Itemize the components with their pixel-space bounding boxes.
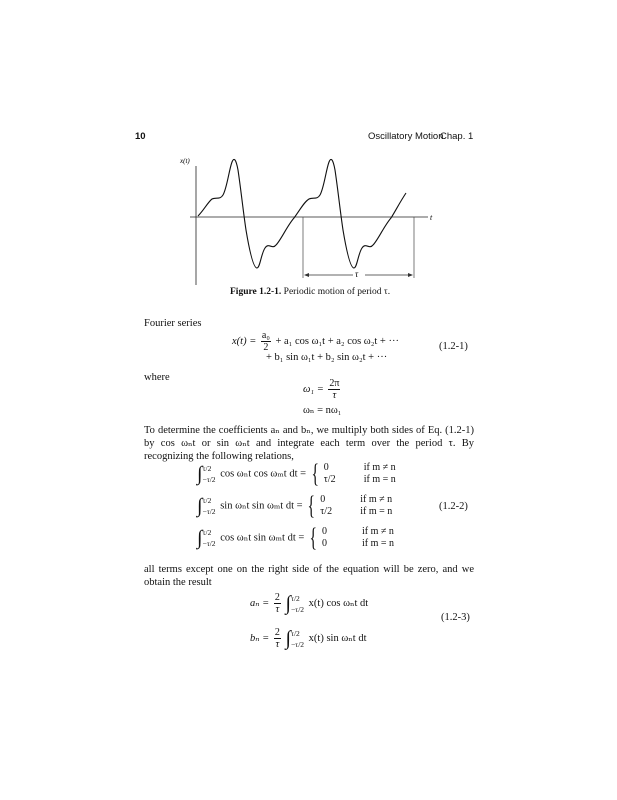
tau-denominator: τ: [332, 390, 337, 401]
rel2-upper-limit: τ/2: [202, 496, 212, 505]
rel1-case2-condition: if m = n: [363, 474, 396, 485]
relation-cos-cos: ∫ τ/2 −τ/2 cos ωₙt cos ωₘt dt = { 0 if m ≠ n τ/2 if m = n: [197, 459, 396, 488]
equation-an: aₙ = $\frac{2}{\tau}$ ∫ τ/2 −τ/2 x(t) cos ωₙt dt: [250, 592, 369, 615]
an-integrand: x(t) cos ωₙt dt: [308, 597, 369, 609]
periodic-motion-figure: [160, 150, 460, 290]
fourier-series-heading: Fourier series: [144, 318, 202, 329]
rel3-lower-limit: −τ/2: [202, 539, 216, 548]
bn-frac-num: 2: [274, 627, 280, 638]
bn-upper-limit: τ/2: [290, 628, 300, 638]
an-two-over-tau: [274, 592, 281, 615]
rel3-case2-value: 0: [322, 538, 328, 549]
rel2-lower-limit: −τ/2: [202, 507, 216, 516]
rel1-case2-value: τ/2: [323, 474, 336, 485]
paragraph-coefficients: To determine the coefficients aₙ and bₙ, we multiply both sides of Eq. (1.2-1) by cos ωₙt or sin ωₙt and integrate each term over the period τ. By recognizing the following relations,: [144, 425, 474, 462]
paragraph-result: all terms except one on the right side of the equation will be zero, and we obtain the result: [144, 564, 474, 588]
running-title: Oscillatory Motion: [368, 131, 444, 142]
rel2-case1-value: 0: [320, 494, 326, 505]
an-frac-num: 2: [274, 592, 280, 603]
rel1-lower-limit: −τ/2: [202, 475, 216, 484]
bn-two-over-tau: [274, 627, 281, 650]
rel3-case1-value: 0: [322, 526, 328, 537]
rel3-integrand: cos ωₙt sin ωₘt dt =: [220, 532, 305, 544]
rel1-cases: [324, 462, 396, 486]
rel1-integrand: cos ωₙt cos ωₘt dt =: [220, 468, 307, 480]
rel1-upper-limit: τ/2: [202, 464, 212, 473]
a0-numerator: a₀: [261, 330, 270, 341]
equation-number-1-2-3: (1.2-3): [441, 612, 470, 623]
rel2-case2-value: τ/2: [320, 506, 333, 517]
eq1-lhs: x(t) =: [232, 335, 257, 347]
rel3-case2-condition: if m = n: [362, 538, 395, 549]
where-text: where: [144, 372, 170, 383]
omegan-definition: ωₙ = nω₁: [303, 405, 342, 416]
relation-cos-sin: ∫ τ/2 −τ/2 cos ωₙt sin ωₘt dt = { 0 if m ≠ n 0 if m = n: [197, 523, 395, 552]
rel2-case2-condition: if m = n: [360, 506, 393, 517]
figure-caption: [230, 287, 390, 297]
bn-frac-den: τ: [275, 639, 280, 650]
a0-over-2-fraction: [261, 330, 271, 353]
period-arrow-right: [408, 273, 413, 277]
an-lhs: aₙ =: [250, 597, 270, 609]
rel2-integrand: sin ωₙt sin ωₘt dt =: [220, 500, 303, 512]
bn-lhs: bₙ =: [250, 632, 270, 644]
equation-number-1-2-2: (1.2-2): [439, 501, 468, 512]
omega1-lhs: ω₁ =: [303, 383, 324, 395]
figure-caption-label: Figure 1.2-1.: [230, 287, 282, 297]
an-frac-den: τ: [275, 604, 280, 615]
rel3-upper-limit: τ/2: [202, 528, 212, 537]
y-axis-label: x(t): [180, 157, 190, 165]
omega1-definition: [303, 378, 342, 401]
rel1-case1-value: 0: [323, 462, 329, 473]
period-label: τ: [355, 269, 359, 279]
equation-1-2-1-line2: + b₁ sin ω₁t + b₂ sin ω₂t + ···: [266, 352, 388, 363]
two-pi-over-tau-fraction: [328, 378, 340, 401]
period-arrow-left: [304, 273, 309, 277]
equation-1-2-1-line1: [232, 330, 399, 353]
chapter-label: Chap. 1: [440, 131, 474, 142]
rel2-cases: [320, 494, 392, 518]
page-number: 10: [135, 131, 146, 142]
x-axis-label: t: [430, 213, 433, 222]
equation-number-1-2-1: (1.2-1): [439, 341, 468, 352]
an-upper-limit: τ/2: [290, 593, 300, 603]
rel3-case1-condition: if m ≠ n: [362, 526, 394, 537]
bn-lower-limit: −τ/2: [290, 639, 305, 649]
rel2-case1-condition: if m ≠ n: [360, 494, 393, 505]
rel1-case1-condition: if m ≠ n: [363, 462, 396, 473]
two-pi-numerator: 2π: [329, 378, 340, 389]
relation-sin-sin: ∫ τ/2 −τ/2 sin ωₙt sin ωₘt dt = { 0 if m ≠ n τ/2 if m = n: [197, 491, 393, 520]
eq1-rhs: + a₁ cos ω₁t + a₂ cos ω₂t + ···: [275, 335, 399, 347]
a0-denominator: 2: [263, 342, 269, 353]
an-lower-limit: −τ/2: [290, 604, 305, 614]
equation-bn: bₙ = $\frac{2}{\tau}$ ∫ τ/2 −τ/2 x(t) sin ωₙt dt: [250, 627, 367, 650]
rel3-cases: [322, 526, 394, 550]
bn-integrand: x(t) sin ωₙt dt: [308, 632, 367, 644]
figure-caption-text: Periodic motion of period τ.: [283, 287, 391, 297]
waveform-curve: [198, 159, 406, 268]
